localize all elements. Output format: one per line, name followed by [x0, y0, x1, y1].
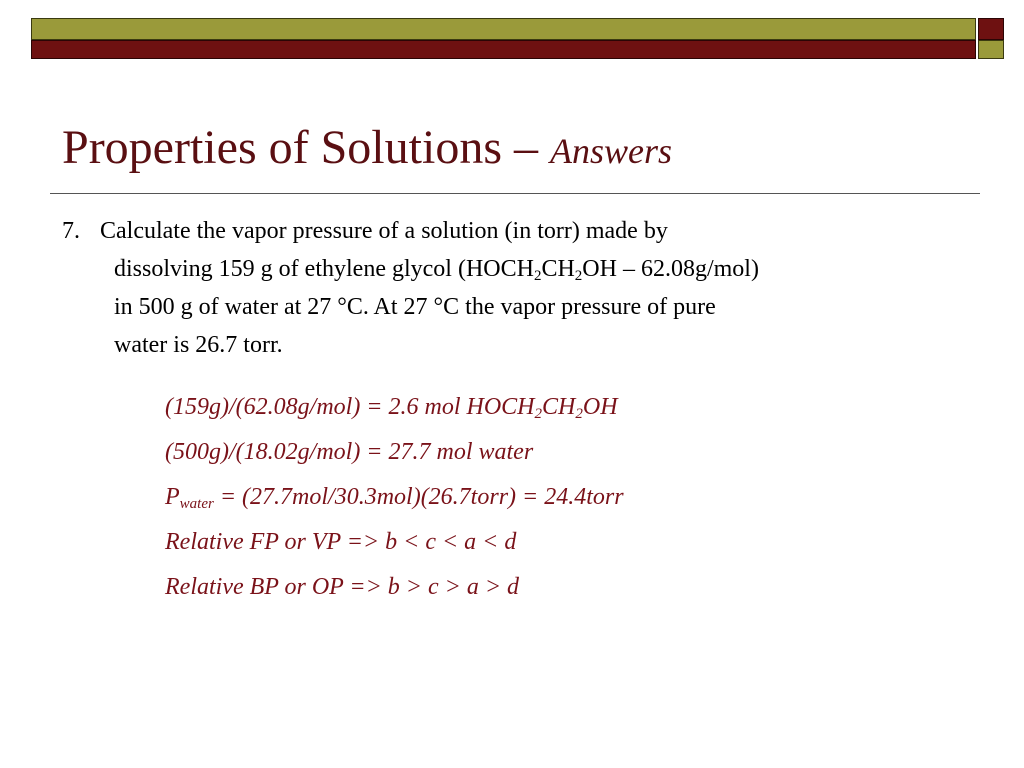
question-number: 7. — [62, 218, 80, 244]
corner-maroon-square — [978, 18, 1004, 40]
question-line-2: dissolving 159 g of ethylene glycol $(HOCH_2CH_2OH - 62.08g/mol)$ — [114, 256, 759, 284]
answer-relative-bp-op: Relative BP or OP => b > c > a > d — [165, 574, 520, 600]
answer-moles-water: (500g)/(18.02g/mol) = 27.7 mol water — [165, 439, 534, 465]
title-emphasis: Answers — [550, 131, 673, 171]
corner-olive-square — [978, 40, 1004, 59]
title-main: Properties of Solutions – — [62, 121, 550, 174]
answer-moles-glycol: (159g)/(62.08g/mol) = 2.6 mol $HOCH_2CH_2OH$ — [165, 394, 618, 422]
question-line-1: Calculate the vapor pressure of a solution (in torr) made by — [100, 218, 668, 244]
title-divider — [50, 193, 980, 194]
question-line-4: water is 26.7 torr. — [114, 332, 283, 358]
answers-block — [165, 387, 624, 612]
question-line-3: in 500 g of water at 27 °C. At 27 °C the vapor pressure of pure — [114, 294, 716, 320]
question-text — [62, 212, 972, 364]
answer-vapor-pressure: $P_{water}$ = (27.7mol/30.3mol)(26.7torr) = 24.4torr — [165, 484, 624, 512]
slide-title — [62, 118, 672, 181]
header-maroon-bar — [31, 40, 976, 59]
answer-relative-fp-vp: Relative FP or VP => b < c < a < d — [165, 529, 517, 555]
header-olive-bar — [31, 18, 976, 40]
